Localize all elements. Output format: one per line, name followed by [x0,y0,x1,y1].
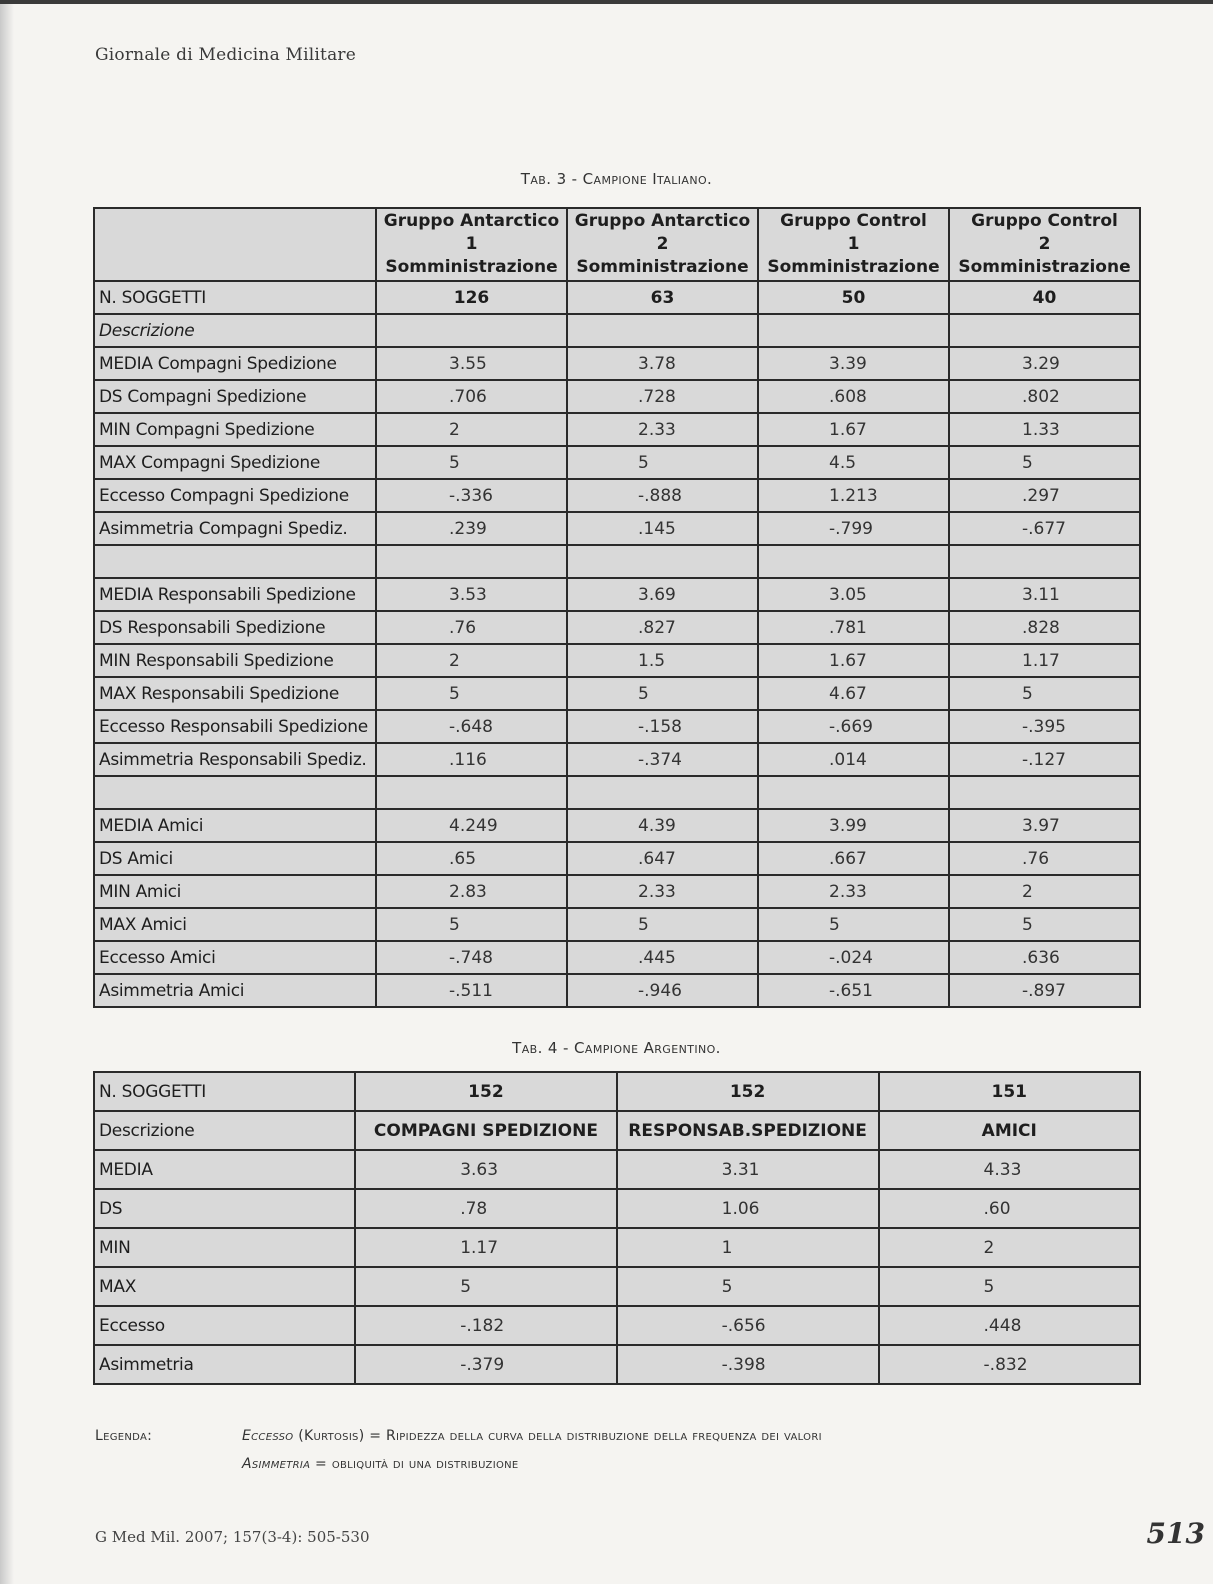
value-cell: 3.29 [949,347,1140,380]
empty-cell [758,314,949,347]
journal-title: Giornale di Medicina Militare [95,45,356,65]
value-cell: 2.33 [567,875,758,908]
n-value-cell: 152 [355,1072,616,1111]
top-border [0,0,1213,4]
row-label: N. SOGGETTI [94,281,376,314]
column-header-line: 1 Somministrazione [385,234,558,277]
tab3-column-header [949,208,1140,281]
row-label: MEDIA Amici [94,809,376,842]
value-cell: .781 [758,611,949,644]
row-label: Eccesso Compagni Spedizione [94,479,376,512]
row-label: Asimmetria Responsabili Spediz. [94,743,376,776]
row-label: MAX [94,1267,355,1306]
value-cell: 2 [376,644,567,677]
value-cell: 1.17 [949,644,1140,677]
n-value-cell: 151 [879,1072,1140,1111]
tab4-table [93,1071,1141,1385]
value-cell: .706 [376,380,567,413]
value-cell: 1.67 [758,413,949,446]
n-value-cell: 40 [949,281,1140,314]
row-label: Descrizione [94,314,376,347]
row-label: Descrizione [94,1111,355,1150]
empty-cell [949,545,1140,578]
table-row [94,1306,1140,1345]
empty-cell [567,314,758,347]
column-header-line: Gruppo Antarctico [574,211,751,231]
value-cell: -.158 [567,710,758,743]
column-header-line: 1 Somministrazione [767,234,940,277]
row-label: Asimmetria Amici [94,974,376,1007]
row-label: MEDIA [94,1150,355,1189]
row-label: DS Amici [94,842,376,875]
table-row [94,710,1140,743]
row-label: MAX Amici [94,908,376,941]
value-cell: .608 [758,380,949,413]
empty-cell [376,545,567,578]
value-cell: 1.67 [758,644,949,677]
value-cell: 4.39 [567,809,758,842]
table-row [94,842,1140,875]
table-row [94,1345,1140,1384]
empty-cell [758,776,949,809]
column-header-line: 2 Somministrazione [576,234,749,277]
value-cell: 2 [376,413,567,446]
n-value-cell: 50 [758,281,949,314]
n-value-cell: 126 [376,281,567,314]
n-value-cell: 63 [567,281,758,314]
value-cell: 2 [879,1228,1140,1267]
value-cell: .802 [949,380,1140,413]
value-cell: .647 [567,842,758,875]
value-cell: 3.39 [758,347,949,380]
row-label: Eccesso Responsabili Spedizione [94,710,376,743]
row-label: Eccesso Amici [94,941,376,974]
value-cell: 3.55 [376,347,567,380]
value-cell: -.897 [949,974,1140,1007]
value-cell: -.888 [567,479,758,512]
tab3-caption: Tab. 3 - Campione Italiano. [520,170,713,188]
value-cell: .239 [376,512,567,545]
table-row [94,446,1140,479]
table-row [94,677,1140,710]
value-cell: 1.5 [567,644,758,677]
value-cell: .636 [949,941,1140,974]
tab3-spacer-row [94,545,1140,578]
tab3-spacer-row [94,776,1140,809]
empty-cell [567,545,758,578]
tab3-column-header [376,208,567,281]
legend-def-asimmetria: = obliquità di una distribuzione [310,1456,519,1472]
tab3-corner-cell [94,208,376,281]
value-cell: -.946 [567,974,758,1007]
value-cell: .667 [758,842,949,875]
value-cell: 4.249 [376,809,567,842]
value-cell: 5 [949,446,1140,479]
table-row [94,644,1140,677]
tab3-table [93,207,1141,1008]
value-cell: -.127 [949,743,1140,776]
table-row [94,347,1140,380]
value-cell: .728 [567,380,758,413]
table-row [94,380,1140,413]
empty-cell [94,776,376,809]
value-cell: 5 [949,677,1140,710]
row-label: MAX Compagni Spedizione [94,446,376,479]
row-label: MEDIA Responsabili Spedizione [94,578,376,611]
row-label: MEDIA Compagni Spedizione [94,347,376,380]
value-cell: 4.33 [879,1150,1140,1189]
row-label: Asimmetria [94,1345,355,1384]
table-row [94,578,1140,611]
value-cell: 4.67 [758,677,949,710]
value-cell: -.669 [758,710,949,743]
value-cell: 5 [949,908,1140,941]
value-cell: 5 [617,1267,879,1306]
value-cell: 5 [376,908,567,941]
value-cell: .60 [879,1189,1140,1228]
table-row [94,1189,1140,1228]
value-cell: 5 [758,908,949,941]
tab3-column-header [567,208,758,281]
value-cell: .78 [355,1189,616,1228]
legend-term-eccesso: Eccesso [242,1428,294,1444]
value-cell: -.374 [567,743,758,776]
value-cell: 3.69 [567,578,758,611]
value-cell: 3.63 [355,1150,616,1189]
value-cell: 2 [949,875,1140,908]
empty-cell [567,776,758,809]
value-cell: 1 [617,1228,879,1267]
row-label: Asimmetria Compagni Spediz. [94,512,376,545]
column-header: AMICI [879,1111,1140,1150]
value-cell: 5 [879,1267,1140,1306]
column-header: COMPAGNI SPEDIZIONE [355,1111,616,1150]
column-header-line: 2 Somministrazione [958,234,1131,277]
empty-cell [376,314,567,347]
value-cell: 2.33 [758,875,949,908]
tab4-descrizione-row [94,1111,1140,1150]
value-cell: 5 [567,446,758,479]
value-cell: -.656 [617,1306,879,1345]
value-cell: 1.33 [949,413,1140,446]
tab3-header-row [94,208,1140,281]
value-cell: 3.53 [376,578,567,611]
value-cell: .445 [567,941,758,974]
empty-cell [949,776,1140,809]
row-label: N. SOGGETTI [94,1072,355,1111]
value-cell: 1.17 [355,1228,616,1267]
value-cell: .76 [376,611,567,644]
empty-cell [94,545,376,578]
table-row [94,512,1140,545]
row-label: MIN Responsabili Spedizione [94,644,376,677]
tab3-n-row [94,281,1140,314]
value-cell: -.832 [879,1345,1140,1384]
legend-term-asimmetria: Asimmetria [242,1456,311,1472]
value-cell: -.648 [376,710,567,743]
value-cell: 5 [376,446,567,479]
table-row [94,974,1140,1007]
column-header-line: Gruppo Antarctico [383,211,560,231]
value-cell: 3.05 [758,578,949,611]
table-row [94,908,1140,941]
table-row [94,743,1140,776]
page-edge-shadow [0,0,14,1584]
n-value-cell: 152 [617,1072,879,1111]
tab3-descrizione-row [94,314,1140,347]
value-cell: 5 [355,1267,616,1306]
value-cell: .145 [567,512,758,545]
value-cell: .76 [949,842,1140,875]
column-header-line: Gruppo Control [780,211,927,231]
value-cell: -.398 [617,1345,879,1384]
value-cell: 3.78 [567,347,758,380]
value-cell: .448 [879,1306,1140,1345]
table-row [94,941,1140,974]
row-label: DS [94,1189,355,1228]
empty-cell [758,545,949,578]
table-row [94,809,1140,842]
value-cell: 5 [567,908,758,941]
value-cell: 2.33 [567,413,758,446]
value-cell: -.748 [376,941,567,974]
row-label: Eccesso [94,1306,355,1345]
column-header-line: Gruppo Control [971,211,1118,231]
value-cell: .65 [376,842,567,875]
legend-line-asimmetria [242,1456,1142,1472]
value-cell: 3.31 [617,1150,879,1189]
tab4-n-row [94,1072,1140,1111]
value-cell: -.182 [355,1306,616,1345]
table-row [94,1150,1140,1189]
legend-key: Legenda: [95,1428,153,1444]
table-row [94,1228,1140,1267]
value-cell: 3.99 [758,809,949,842]
value-cell: 2.83 [376,875,567,908]
tab3-column-header [758,208,949,281]
value-cell: -.511 [376,974,567,1007]
legend-def-eccesso: (Kurtosis) = Ripidezza della curva della distribuzione della frequenza dei valori [293,1428,822,1444]
value-cell: 3.11 [949,578,1140,611]
value-cell: .828 [949,611,1140,644]
value-cell: 5 [567,677,758,710]
value-cell: 1.06 [617,1189,879,1228]
value-cell: -.651 [758,974,949,1007]
value-cell: .827 [567,611,758,644]
table-row [94,875,1140,908]
table-row [94,413,1140,446]
row-label: DS Responsabili Spedizione [94,611,376,644]
table-row [94,479,1140,512]
value-cell: .014 [758,743,949,776]
row-label: MIN [94,1228,355,1267]
column-header: RESPONSAB.SPEDIZIONE [617,1111,879,1150]
footer-citation: G Med Mil. 2007; 157(3-4): 505-530 [95,1528,370,1546]
value-cell: -.336 [376,479,567,512]
legend-line-eccesso [242,1428,1142,1444]
value-cell: .297 [949,479,1140,512]
tab4-caption: Tab. 4 - Campione Argentino. [512,1039,721,1057]
row-label: MIN Amici [94,875,376,908]
value-cell: 4.5 [758,446,949,479]
row-label: MIN Compagni Spedizione [94,413,376,446]
row-label: MAX Responsabili Spedizione [94,677,376,710]
row-label: DS Compagni Spedizione [94,380,376,413]
value-cell: -.024 [758,941,949,974]
value-cell: 3.97 [949,809,1140,842]
empty-cell [949,314,1140,347]
value-cell: -.799 [758,512,949,545]
value-cell: 1.213 [758,479,949,512]
empty-cell [376,776,567,809]
value-cell: -.379 [355,1345,616,1384]
value-cell: -.395 [949,710,1140,743]
table-row [94,611,1140,644]
table-row [94,1267,1140,1306]
page-number: 513 [1146,1517,1205,1550]
value-cell: -.677 [949,512,1140,545]
value-cell: .116 [376,743,567,776]
value-cell: 5 [376,677,567,710]
